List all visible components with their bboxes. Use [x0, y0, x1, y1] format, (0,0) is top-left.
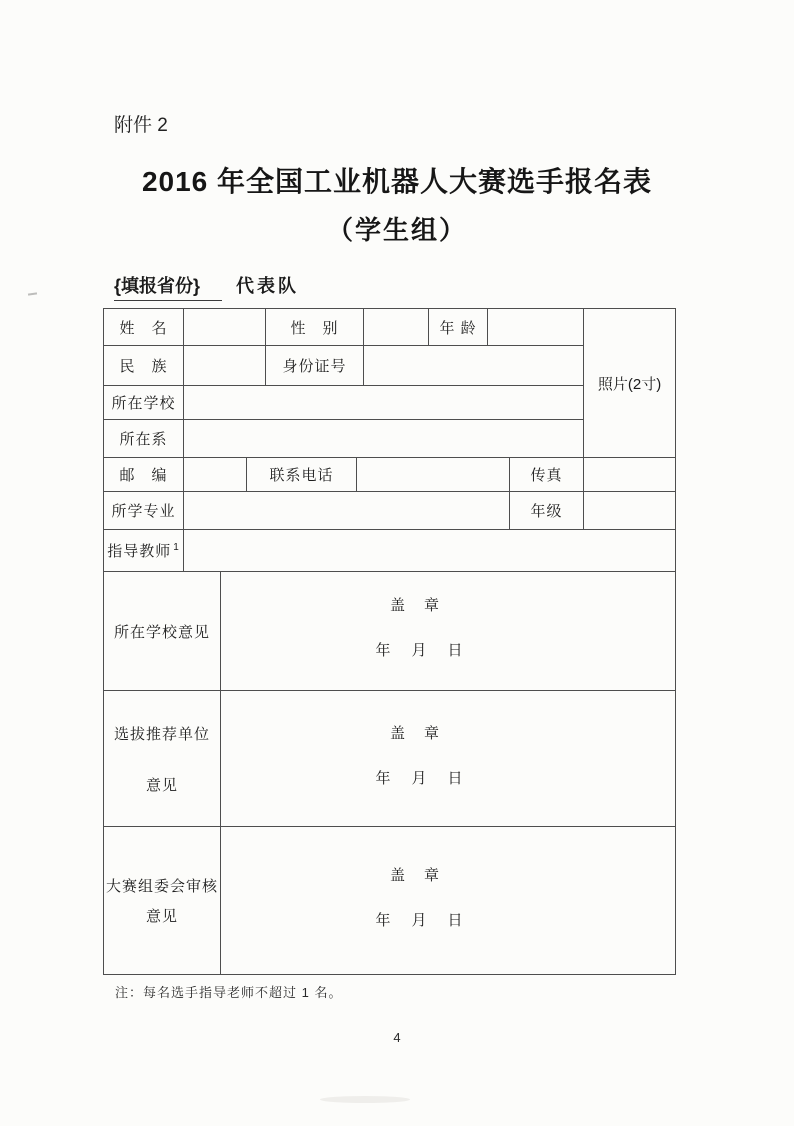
recommender-opinion-seal-label: 盖 章: [390, 724, 442, 742]
phone-value-cell: [357, 458, 510, 492]
phone-label: 联系电话: [247, 458, 357, 492]
fax-value-cell: [584, 458, 676, 492]
scan-artifact-dash: [28, 292, 37, 295]
postal-code-label: 邮 编: [104, 458, 184, 492]
grade-label: 年级: [510, 492, 584, 530]
committee-opinion-seal-label: 盖 章: [390, 866, 442, 884]
row-recommender-opinion: [104, 691, 676, 827]
row-advisor: [104, 530, 676, 572]
delegation-label: 代表队: [236, 276, 300, 296]
department-label: 所在系: [104, 420, 184, 458]
age-value-cell: [488, 309, 584, 346]
registration-table: [103, 308, 676, 975]
delegation-line: [114, 272, 299, 301]
school-opinion-label: [104, 572, 221, 691]
committee-opinion-label-line-1: 大赛组委会审核: [105, 878, 218, 895]
photo-cell: 照片(2寸): [584, 309, 676, 458]
page-number: 4: [393, 1030, 401, 1045]
major-value-cell: [184, 492, 510, 530]
ethnicity-value-cell: [184, 346, 266, 386]
id-number-label: 身份证号: [266, 346, 364, 386]
row-school-opinion: [104, 572, 676, 691]
row-postcode-phone-fax: [104, 458, 676, 492]
school-label: 所在学校: [104, 386, 184, 420]
committee-opinion-date-label: 年 月 日: [375, 911, 466, 929]
school-opinion-date-label: 年 月 日: [375, 642, 466, 659]
committee-opinion-label: [104, 827, 221, 975]
gender-value-cell: [364, 309, 429, 346]
grade-value-cell: [584, 492, 676, 530]
name-value-cell: [184, 309, 266, 346]
school-opinion-seal-label: 盖 章: [390, 597, 442, 614]
recommender-opinion-label-line-2: 意见: [145, 776, 178, 794]
recommender-opinion-label: [104, 691, 221, 827]
committee-opinion-label-line-2: 意见: [145, 908, 178, 925]
recommender-opinion-date-label: 年 月 日: [375, 769, 466, 787]
postal-code-value-cell: [184, 458, 247, 492]
recommender-opinion-label-line-1: 选拔推荐单位: [113, 725, 210, 743]
advisor-footnote-ref: 1: [173, 542, 180, 553]
scan-artifact-smudge: [320, 1096, 410, 1103]
province-blank: {填报省份}: [114, 272, 222, 301]
advisor-value-cell: [184, 530, 676, 572]
form-title: 2016 年全国工业机器人大赛选手报名表: [141, 166, 653, 197]
school-opinion-label-line: 所在学校意见: [113, 623, 210, 641]
recommender-opinion-cell: [221, 691, 676, 827]
row-committee-opinion: [104, 827, 676, 975]
ethnicity-label: 民 族: [104, 346, 184, 386]
row-major-grade: [104, 492, 676, 530]
name-label: 姓 名: [104, 309, 184, 346]
id-number-value-cell: [364, 346, 584, 386]
footnote: 注：每名选手指导老师不超过 1 名。: [115, 985, 343, 1000]
committee-opinion-cell: [221, 827, 676, 975]
department-value-cell: [184, 420, 584, 458]
fax-label: 传真: [510, 458, 584, 492]
advisor-label: [104, 530, 184, 572]
school-opinion-cell: [221, 572, 676, 691]
major-label: 所学专业: [104, 492, 184, 530]
advisor-label-text: 指导教师: [107, 543, 172, 560]
gender-label: 性 别: [266, 309, 364, 346]
age-label: 年 龄: [429, 309, 488, 346]
group-subtitle: （学生组）: [326, 215, 467, 245]
school-value-cell: [184, 386, 584, 420]
row-name-gender-age: [104, 309, 676, 346]
attachment-label: 附件 2: [114, 115, 168, 136]
